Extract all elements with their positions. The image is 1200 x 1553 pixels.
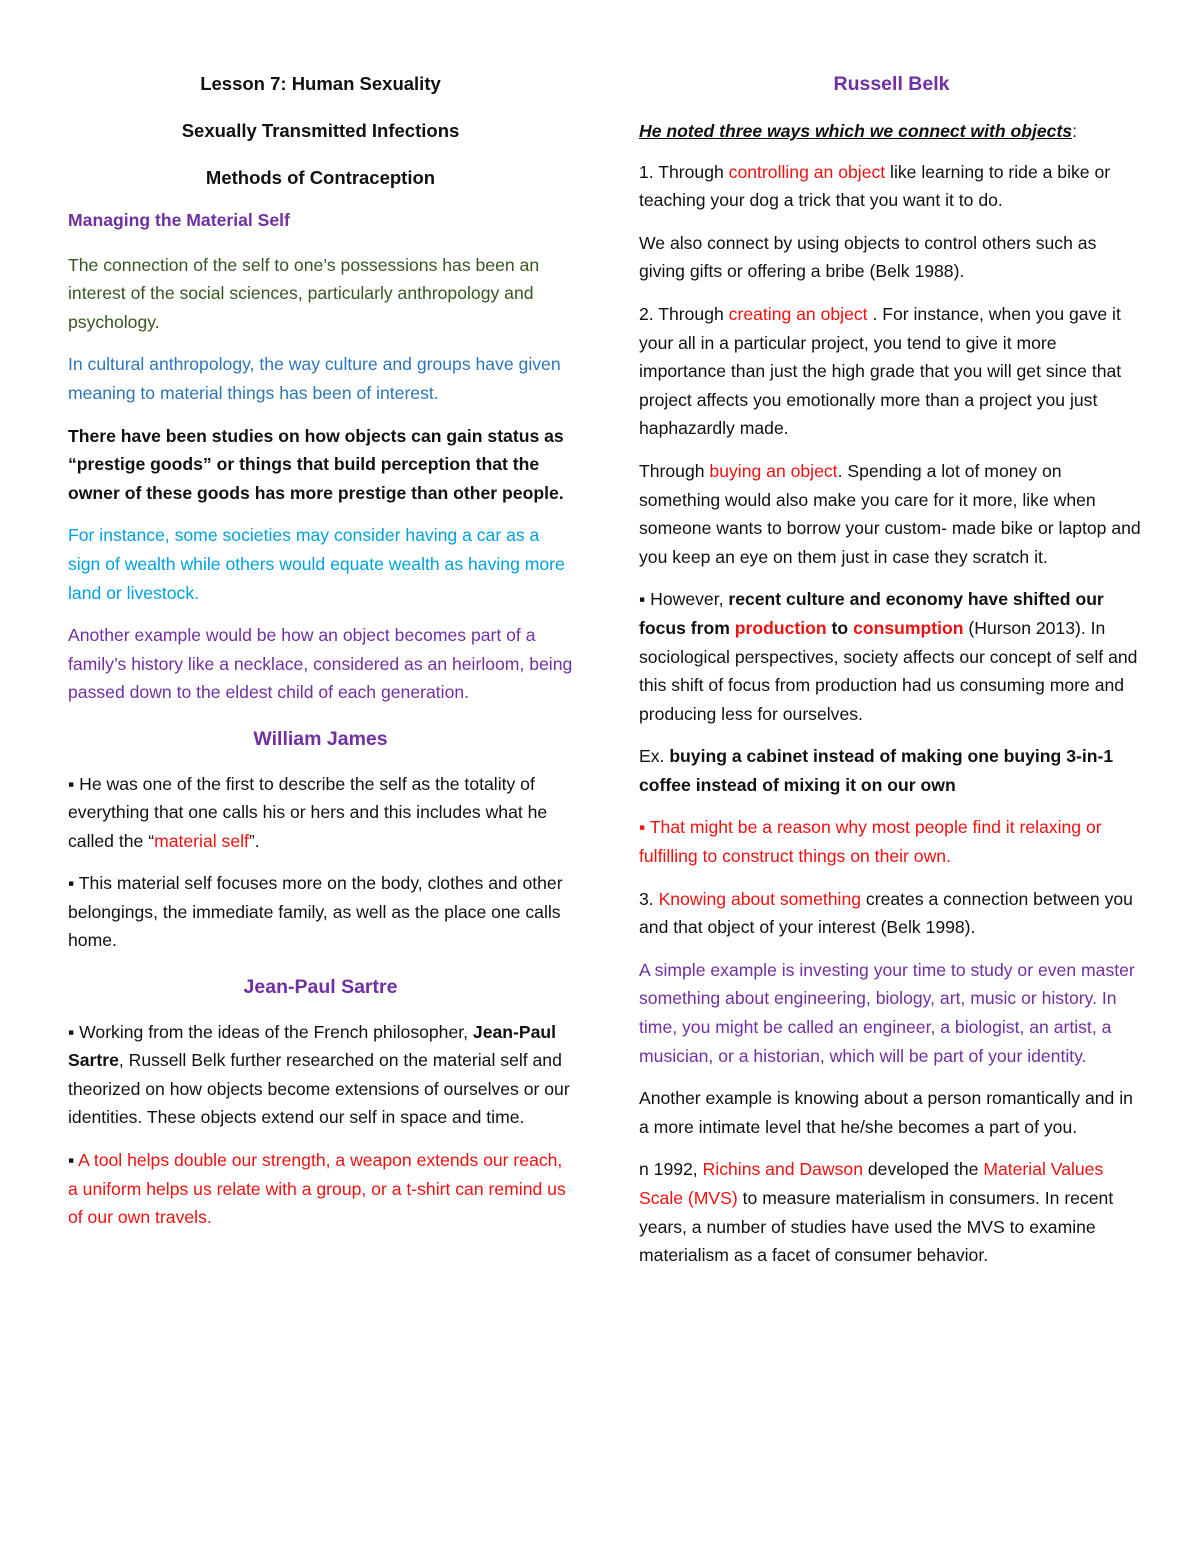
way-2-pre: 2. Through: [639, 303, 729, 324]
belk-way-1: [639, 158, 1144, 215]
paragraph-heirloom: Another example would be how an object becomes part of a family’s history like a necklace, considered as an heirloom, being passed down to the eldest child of each generation.: [68, 625, 573, 703]
heading-russell-belk: Russell Belk: [833, 73, 950, 95]
buying-an-object: buying an object: [709, 460, 838, 481]
mvs-c: developed the: [862, 1159, 984, 1180]
belk-example: [639, 742, 1144, 799]
wj-bullet-1-end: ”.: [248, 830, 260, 851]
way-3-pre: 3.: [639, 888, 659, 909]
however-bold: recent culture and economy have shifted our focus from: [639, 589, 1104, 638]
example-bold: buying a cabinet instead of making one buying 3-in-1 coffee instead of mixing it on our own: [639, 746, 1114, 795]
belk-control-others: We also connect by using objects to control others such as giving gifts or offering a bribe (Belk 1988).: [639, 232, 1097, 282]
way-1-pre: 1. Through: [639, 161, 729, 182]
to-word: to: [826, 617, 854, 638]
controlling-an-object: controlling an object: [728, 161, 886, 182]
sartre-bullet-1: [68, 1018, 573, 1132]
production-term: production: [734, 617, 827, 638]
buying-post: . Spending a lot of money on something would also make you care for it more, like when someone wants to borrow your custom- made bike or laptop and you keep an eye on them just in case they scratch it.: [639, 460, 1141, 567]
william-james-bullet-2: ▪ This material self focuses more on the body, clothes and other belongings, the immediate family, as well as the place one calls home.: [68, 873, 563, 951]
mvs-e: to measure materialism in consumers. In recent years, a number of studies have used the MVS to examine materialism as a facet of consumer behavior.: [639, 1188, 1114, 1266]
belk-relaxing: ▪ That might be a reason why most people find it relaxing or fulfilling to construct things on their own.: [639, 817, 1102, 867]
subtitle-contraception: Methods of Contraception: [205, 167, 436, 188]
belk-buying: [639, 457, 1144, 571]
buying-pre: Through: [639, 460, 710, 481]
section-heading-material-self: Managing the Material Self: [68, 210, 290, 230]
way-1-post: like learning to ride a bike or teaching your dog a trick that you want it to do.: [639, 161, 1111, 211]
william-james-bullet-1: [68, 770, 573, 856]
sartre-bullet-2-text: A tool helps double our strength, a weapon extends our reach, a uniform helps us relate with a group, or a t-shirt can remind us of our own travels.: [68, 1150, 566, 1228]
however-post: (Hurson 2013). In sociological perspectives, society affects our concept of self and this shift of focus from production had us consuming more and producing less for ourselves.: [639, 617, 1138, 724]
creating-an-object: creating an object: [728, 303, 868, 324]
material-values-scale: Material Values Scale (MVS): [639, 1159, 1104, 1208]
material-self-term: material self: [154, 830, 249, 851]
richins-dawson: Richins and Dawson: [702, 1159, 863, 1180]
belk-intro-colon: :: [1072, 121, 1077, 141]
sartre-bullet-1-post: , Russell Belk further researched on the material self and theorized on how objects become extensions of ourselves or our identities. These objects extend our self in space and time.: [68, 1050, 570, 1128]
lesson-title: Lesson 7: Human Sexuality: [200, 73, 441, 94]
belk-mvs: [639, 1155, 1144, 1269]
sartre-name: Jean-Paul Sartre: [68, 1021, 557, 1071]
way-2-post: . For instance, when you gave it your all in a particular project, you tend to give it more importance than just the high grade that you will get since that project affects you emotionally more than a project you just haphazardly made.: [639, 303, 1122, 439]
knowing-about-something: Knowing about something: [658, 888, 862, 909]
way-3-post: creates a connection between you and that object of your interest (Belk 1998).: [639, 888, 1133, 938]
belk-romantic-example: Another example is knowing about a person romantically and in a more intimate level that he/she becomes a part of you.: [639, 1088, 1133, 1137]
paragraph-for-instance: For instance, some societies may consider having a car as a sign of wealth while others would equate wealth as having more land or livestock.: [68, 525, 565, 603]
right-column: [639, 70, 1144, 1284]
heading-jean-paul-sartre: Jean-Paul Sartre: [243, 976, 398, 999]
belk-intro-text: He noted three ways which we connect with objects: [639, 121, 1073, 141]
sartre-bullet-2-marker: ▪: [68, 1150, 75, 1171]
mvs-a: n 1992,: [639, 1159, 703, 1180]
consumption-term: consumption: [853, 617, 964, 638]
example-pre: Ex.: [639, 746, 670, 767]
wj-bullet-1-text: ▪ He was one of the first to describe the self as the totality of everything that one calls his or hers and this includes what he called the “: [68, 773, 548, 851]
paragraph-connection: The connection of the self to one’s possessions has been an interest of the social sciences, particularly anthropology and psychology.: [68, 254, 540, 332]
sartre-bullet-2: [68, 1146, 573, 1232]
belk-simple-example: A simple example is investing your time to study or even master something about engineering, biology, art, music or history. In time, you might be called an engineer, a biologist, an artist, a musician, or a historian, which will be part of your identity.: [639, 959, 1135, 1066]
belk-way-2: [639, 300, 1144, 443]
heading-william-james: William James: [253, 727, 388, 750]
paragraph-prestige-goods: There have been studies on how objects can gain status as “prestige goods” or things that build perception that the owner of these goods has more prestige than other people.: [68, 425, 564, 503]
left-column: [68, 70, 573, 1246]
belk-however: [639, 585, 1144, 728]
paragraph-cultural-anthropology: In cultural anthropology, the way culture and groups have given meaning to material things has been of interest.: [68, 354, 561, 403]
however-marker: ▪ However,: [639, 589, 729, 610]
sartre-bullet-1-pre: ▪ Working from the ideas of the French philosopher,: [68, 1021, 473, 1042]
belk-way-3: [639, 885, 1144, 942]
belk-intro: [639, 117, 1144, 146]
subtitle-sti: Sexually Transmitted Infections: [181, 120, 460, 141]
